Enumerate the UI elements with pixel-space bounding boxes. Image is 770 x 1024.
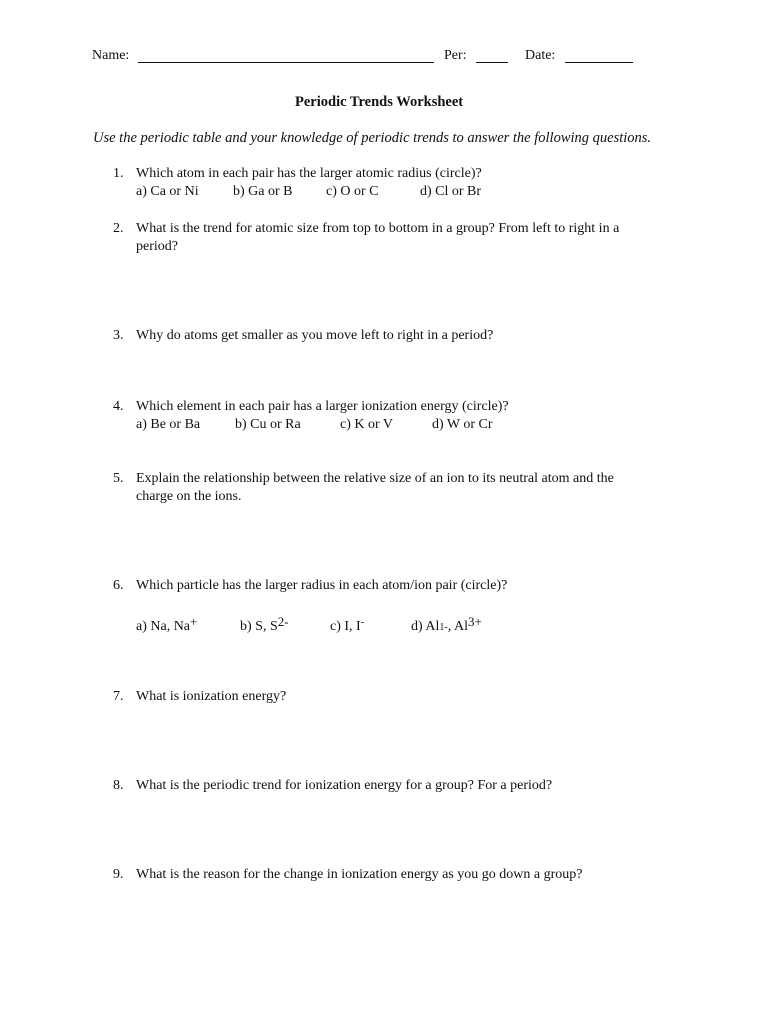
choice-c-text: c) I, I [330,619,361,634]
question-text: Why do atoms get smaller as you move left to right in a period? [136,328,494,343]
name-field[interactable] [138,50,434,63]
instructions: Use the periodic table and your knowledge of periodic trends to answer the following questions. [93,130,652,146]
question-text: Which element in each pair has a larger ionization energy (circle)? [136,399,509,414]
choice-c[interactable]: c) K or V [340,417,394,432]
question-text: Explain the relationship between the relative size of an ion to its neutral atom and the [136,471,614,486]
choice-b-text: b) S, S [240,619,278,634]
name-label: Name: [92,48,130,63]
choice-c[interactable] [330,618,364,636]
question-text: What is the trend for atomic size from top to bottom in a group? From left to right in a [136,221,620,236]
per-label: Per: [444,48,467,63]
date-field[interactable] [565,50,633,63]
question-number: 9. [113,867,124,882]
choice-a[interactable]: a) Ca or Ni [136,184,199,199]
choice-a[interactable] [136,614,198,636]
question-number: 4. [113,399,124,414]
question-text: Which atom in each pair has the larger atomic radius (circle)? [136,166,482,181]
question-number: 2. [113,221,124,236]
choice-d[interactable]: d) W or Cr [432,417,493,432]
question-number: 6. [113,578,124,593]
choice-c-charge: - [360,617,365,628]
question-text: What is the reason for the change in ionization energy as you go down a group? [136,867,583,882]
question-number: 8. [113,778,124,793]
choice-d-charge: 3+ [467,614,482,629]
choice-c[interactable]: c) O or C [326,184,379,199]
per-field[interactable] [476,50,508,63]
question-text-cont: charge on the ions. [136,489,242,504]
page-title: Periodic Trends Worksheet [295,94,464,110]
choice-b[interactable]: b) Ga or B [233,184,293,199]
question-text: What is ionization energy? [136,689,287,704]
choice-a[interactable]: a) Be or Ba [136,417,201,432]
question-text: Which particle has the larger radius in each atom/ion pair (circle)? [136,578,508,593]
question-number: 7. [113,689,124,704]
choice-b-charge: 2- [277,614,289,629]
choice-b[interactable] [240,614,289,636]
choice-d-text: d) Al [411,619,440,634]
question-number: 1. [113,166,124,181]
choice-d[interactable]: d) Cl or Br [420,184,482,199]
question-number: 3. [113,328,124,343]
question-number: 5. [113,471,124,486]
choice-b[interactable]: b) Cu or Ra [235,417,301,432]
choice-d-tail: , Al [447,619,468,634]
choice-d[interactable] [411,614,482,637]
question-text-cont: period? [136,239,178,254]
date-label: Date: [525,48,556,63]
choice-d-sub: 1- [439,622,448,633]
choice-a-text: a) Na, Na [136,619,191,634]
question-text: What is the periodic trend for ionization energy for a group? For a period? [136,778,553,793]
choice-a-charge: + [190,614,198,629]
